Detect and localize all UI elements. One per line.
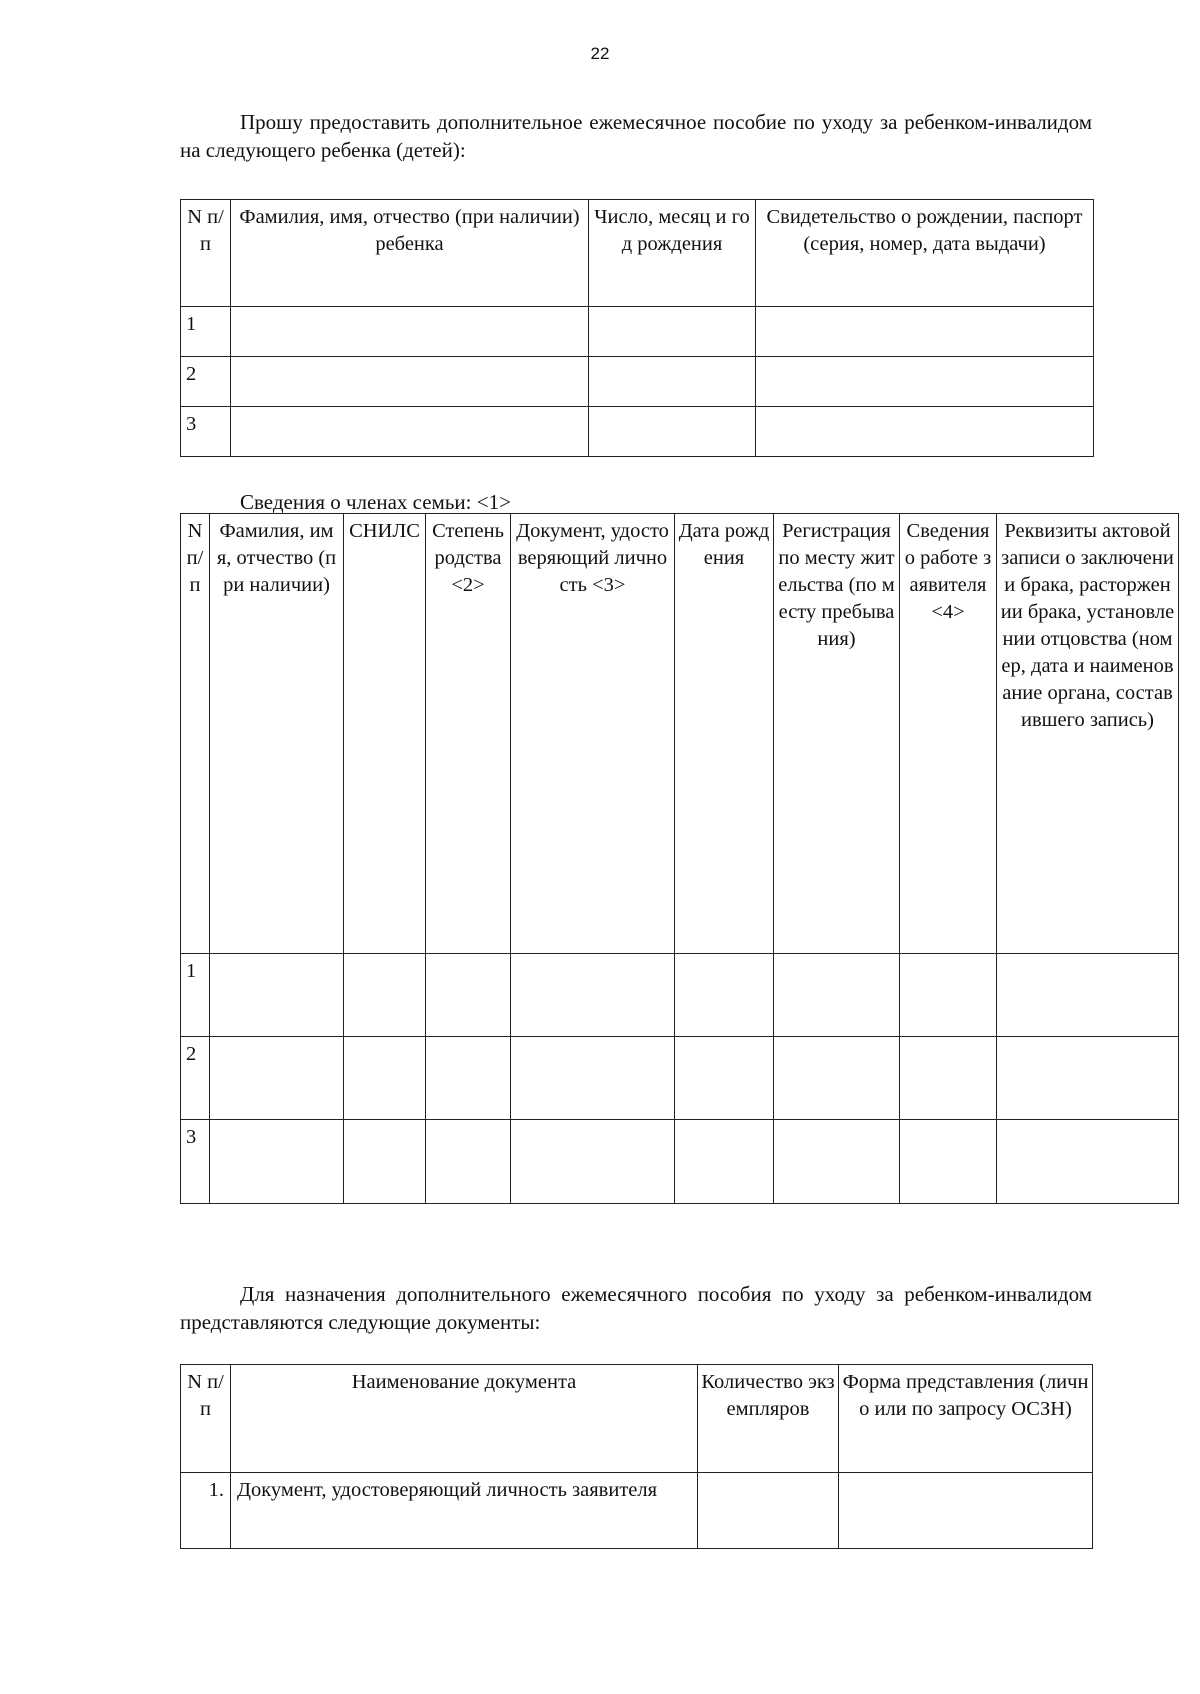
snils-cell[interactable]: [344, 1120, 426, 1204]
header-relationship: Степень родства <2>: [426, 514, 511, 954]
document-name-cell: Документ, удостоверяющий личность заявителя: [231, 1473, 698, 1549]
registration-cell[interactable]: [774, 954, 900, 1037]
child-name-cell[interactable]: [231, 357, 589, 407]
row-number: 2: [181, 1037, 210, 1120]
family-caption: Сведения о членах семьи: <1>: [240, 490, 511, 514]
birth-date-cell[interactable]: [675, 954, 774, 1037]
employment-cell[interactable]: [900, 1037, 997, 1120]
children-table: [180, 199, 1094, 457]
header-civil-record: Реквизиты актовой записи о заключении брака, расторжении брака, установлении отцовства (номер, дата и наименование органа, составившего запись): [997, 514, 1179, 954]
header-birth-date: Число, месяц и год рождения: [589, 200, 756, 307]
employment-cell[interactable]: [900, 1120, 997, 1204]
snils-cell[interactable]: [344, 954, 426, 1037]
birth-date-cell[interactable]: [675, 1120, 774, 1204]
table-row: [181, 1473, 1093, 1549]
identity-document-cell[interactable]: [511, 954, 675, 1037]
header-birth-date: Дата рождения: [675, 514, 774, 954]
submission-form-cell[interactable]: [839, 1473, 1093, 1549]
civil-record-cell[interactable]: [997, 1037, 1179, 1120]
header-identity-document: Документ, удостоверяющий личность <3>: [511, 514, 675, 954]
row-number: 1: [181, 307, 231, 357]
family-table: [180, 513, 1179, 1204]
header-registration: Регистрация по месту жительства (по месту пребывания): [774, 514, 900, 954]
relationship-cell[interactable]: [426, 1120, 511, 1204]
header-member-name: Фамилия, имя, отчество (при наличии): [210, 514, 344, 954]
registration-cell[interactable]: [774, 1120, 900, 1204]
table-row: [181, 1037, 1179, 1120]
birth-date-cell[interactable]: [675, 1037, 774, 1120]
birth-date-cell[interactable]: [589, 357, 756, 407]
header-child-name: Фамилия, имя, отчество (при наличии) ребенка: [231, 200, 589, 307]
header-document-name: Наименование документа: [231, 1365, 698, 1473]
documents-table-header: [181, 1365, 1093, 1473]
member-name-cell[interactable]: [210, 1037, 344, 1120]
header-submission-form: Форма представления (лично или по запросу ОСЗН): [839, 1365, 1093, 1473]
documents-paragraph: Для назначения дополнительного ежемесячного пособия по уходу за ребенком-инвалидом представляются следующие документы:: [180, 1282, 1092, 1334]
snils-cell[interactable]: [344, 1037, 426, 1120]
identity-document-cell[interactable]: [511, 1037, 675, 1120]
header-copies-count: Количество экземпляров: [698, 1365, 839, 1473]
row-number: 1: [181, 954, 210, 1037]
children-table-header: [181, 200, 1094, 307]
row-number: 2: [181, 357, 231, 407]
child-name-cell[interactable]: [231, 407, 589, 457]
member-name-cell[interactable]: [210, 954, 344, 1037]
certificate-cell[interactable]: [756, 357, 1094, 407]
header-number: N п/п: [181, 514, 210, 954]
header-birth-certificate: Свидетельство о рождении, паспорт (серия, номер, дата выдачи): [756, 200, 1094, 307]
relationship-cell[interactable]: [426, 954, 511, 1037]
header-snils: СНИЛС: [344, 514, 426, 954]
child-name-cell[interactable]: [231, 307, 589, 357]
registration-cell[interactable]: [774, 1037, 900, 1120]
header-number: N п/п: [181, 1365, 231, 1473]
table-row: [181, 954, 1179, 1037]
table-row: [181, 307, 1094, 357]
birth-date-cell[interactable]: [589, 407, 756, 457]
header-employment: Сведения о работе заявителя <4>: [900, 514, 997, 954]
civil-record-cell[interactable]: [997, 954, 1179, 1037]
identity-document-cell[interactable]: [511, 1120, 675, 1204]
civil-record-cell[interactable]: [997, 1120, 1179, 1204]
birth-date-cell[interactable]: [589, 307, 756, 357]
table-row: [181, 1120, 1179, 1204]
documents-table: [180, 1364, 1093, 1549]
row-number: 1.: [181, 1473, 231, 1549]
member-name-cell[interactable]: [210, 1120, 344, 1204]
certificate-cell[interactable]: [756, 307, 1094, 357]
relationship-cell[interactable]: [426, 1037, 511, 1120]
row-number: 3: [181, 1120, 210, 1204]
header-number: N п/п: [181, 200, 231, 307]
certificate-cell[interactable]: [756, 407, 1094, 457]
family-table-header: [181, 514, 1179, 954]
table-row: [181, 357, 1094, 407]
row-number: 3: [181, 407, 231, 457]
copies-count-cell[interactable]: [698, 1473, 839, 1549]
page-number: 22: [590, 44, 610, 63]
table-row: [181, 407, 1094, 457]
intro-paragraph: Прошу предоставить дополнительное ежемесячное пособие по уходу за ребенком-инвалидом на следующего ребенка (детей):: [180, 110, 1092, 162]
employment-cell[interactable]: [900, 954, 997, 1037]
